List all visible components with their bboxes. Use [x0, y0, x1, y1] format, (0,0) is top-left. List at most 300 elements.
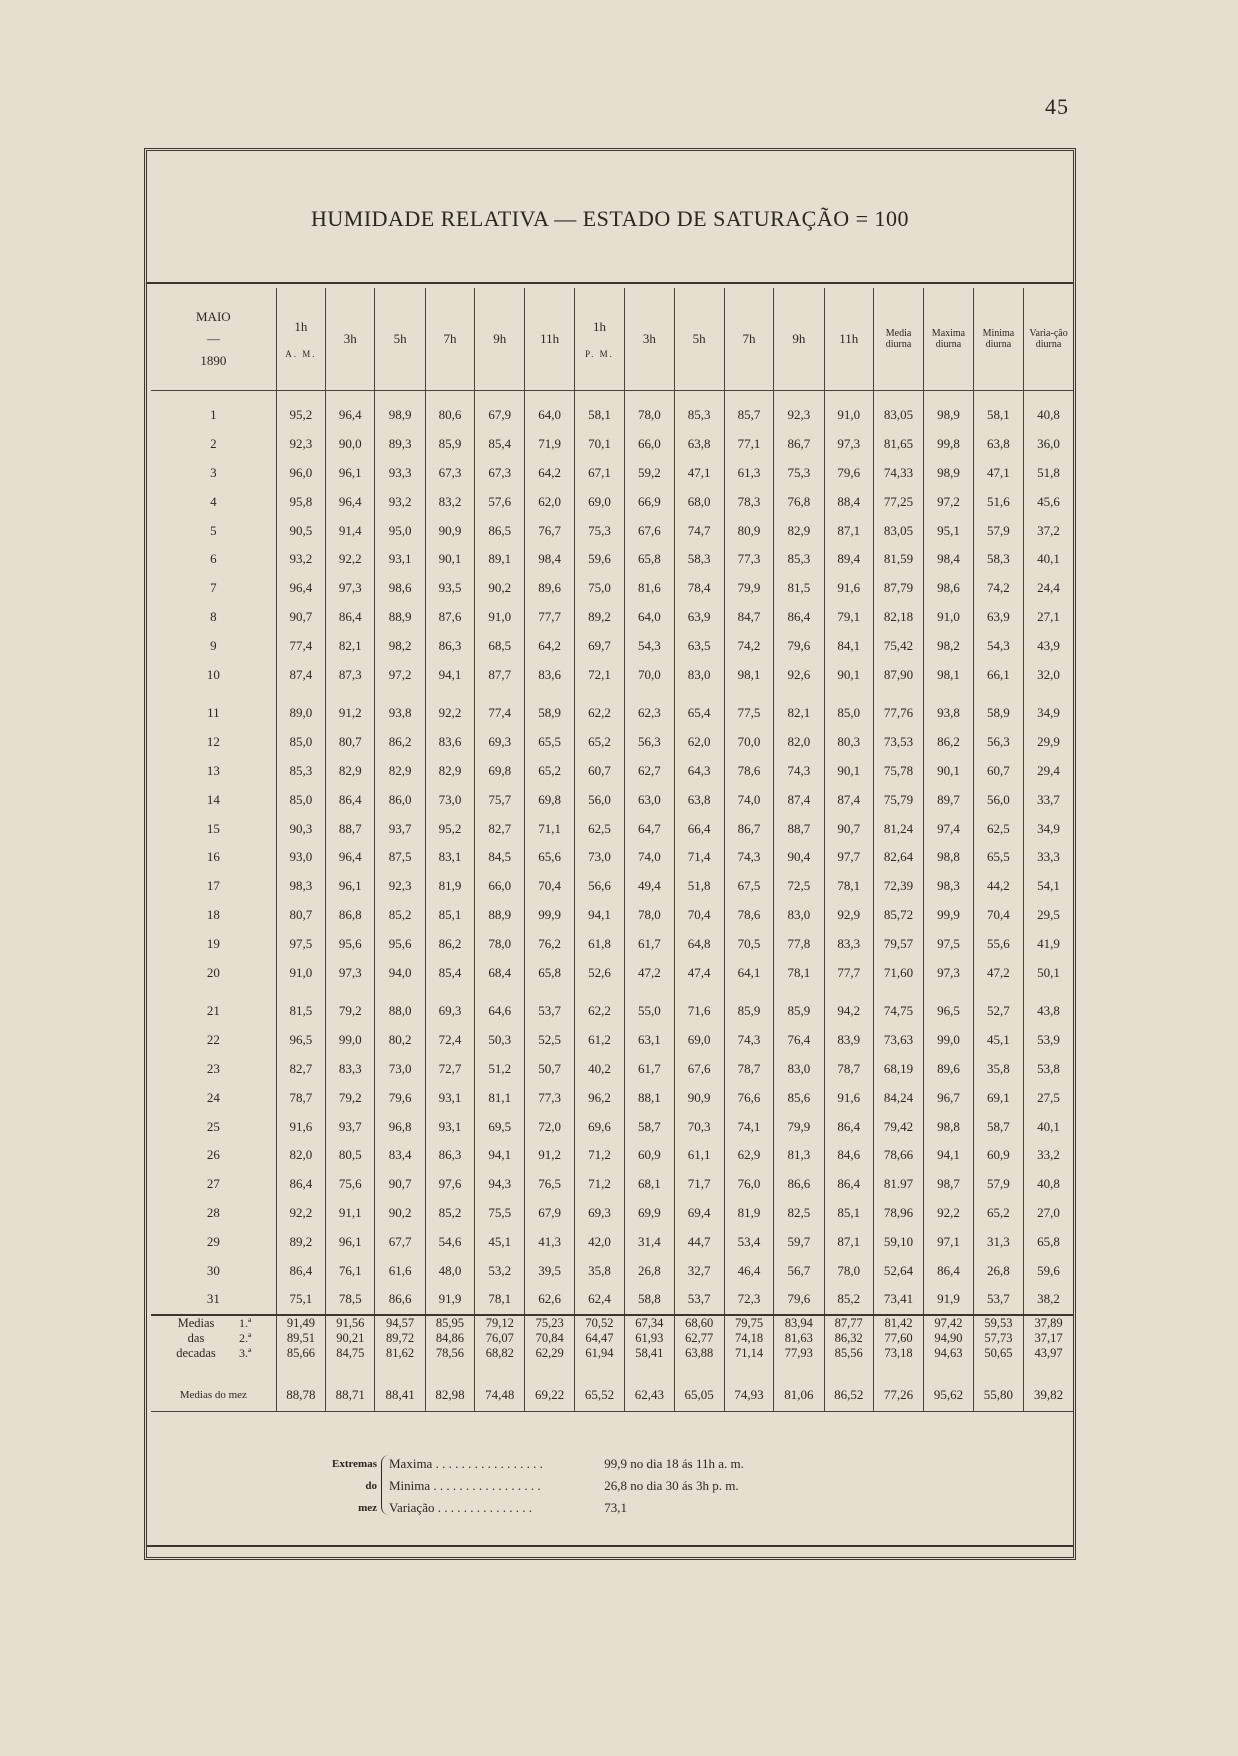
value-cell: 53,2: [475, 1256, 525, 1285]
value-cell: 68,60: [674, 1315, 724, 1331]
value-cell: 62,5: [973, 814, 1023, 843]
value-cell: 97,42: [924, 1315, 973, 1331]
value-cell: 47,1: [674, 459, 724, 488]
value-cell: 55,0: [625, 997, 674, 1026]
value-cell: 74,93: [724, 1379, 773, 1412]
value-cell: 69,0: [574, 487, 624, 516]
value-cell: 75,7: [475, 785, 525, 814]
value-cell: 70,4: [674, 901, 724, 930]
value-cell: 82,9: [326, 757, 375, 786]
value-cell: 88,9: [375, 603, 425, 632]
value-cell: 64,7: [625, 814, 674, 843]
spacer-cell: [674, 689, 724, 699]
table-row: [151, 487, 1073, 516]
spacer-row: [151, 391, 1073, 402]
value-cell: 99,0: [326, 1026, 375, 1055]
decade-words: Medias: [177, 1315, 215, 1330]
table-row: [151, 997, 1073, 1026]
value-cell: 80,2: [375, 1026, 425, 1055]
value-cell: 62,6: [525, 1285, 574, 1315]
value-cell: 69,1: [973, 1083, 1023, 1112]
value-cell: 77,3: [525, 1083, 574, 1112]
spacer-cell: [824, 987, 873, 997]
value-cell: 80,7: [276, 901, 325, 930]
day-number: 17: [206, 878, 220, 894]
spacer-cell: [774, 689, 824, 699]
hour-header: 5h: [674, 288, 724, 391]
value-cell: 97,5: [276, 929, 325, 958]
spacer-cell: [525, 1361, 574, 1379]
value-cell: 45,6: [1024, 487, 1073, 516]
spacer-cell: [574, 1361, 624, 1379]
value-cell: 62,3: [625, 699, 674, 728]
value-cell: 70,0: [724, 728, 773, 757]
table-row: [151, 929, 1073, 958]
value-cell: 78,7: [724, 1055, 773, 1084]
day-number: 1: [210, 407, 217, 423]
hour-header: 7h: [724, 288, 773, 391]
hour-header: 9h: [774, 288, 824, 391]
value-cell: 83,94: [774, 1315, 824, 1331]
value-cell: 52,7: [973, 997, 1023, 1026]
value-cell: 26,8: [625, 1256, 674, 1285]
day-number: 22: [206, 1032, 220, 1048]
value-cell: 79,2: [326, 997, 375, 1026]
value-cell: 81,63: [774, 1331, 824, 1346]
value-cell: 62,5: [574, 814, 624, 843]
value-cell: 71,7: [674, 1170, 724, 1199]
day-number: 3: [210, 464, 217, 480]
value-cell: 76,6: [724, 1083, 773, 1112]
table-row: [151, 872, 1073, 901]
value-cell: 78,1: [774, 958, 824, 987]
value-cell: 69,8: [525, 785, 574, 814]
value-cell: 88,71: [326, 1379, 375, 1412]
spacer-cell: [151, 391, 276, 402]
value-cell: 93,7: [375, 814, 425, 843]
table-row: [151, 574, 1073, 603]
value-cell: 56,0: [574, 785, 624, 814]
value-cell: 85,66: [276, 1346, 325, 1361]
spacer-cell: [973, 987, 1023, 997]
value-cell: 86,6: [375, 1285, 425, 1315]
value-cell: 82,7: [276, 1055, 325, 1084]
value-cell: 78,66: [873, 1141, 923, 1170]
value-cell: 92,2: [924, 1199, 973, 1228]
value-cell: 77,7: [525, 603, 574, 632]
value-cell: 66,9: [625, 487, 674, 516]
day-number: 23: [206, 1060, 220, 1076]
table-row: [151, 1170, 1073, 1199]
value-cell: 58,9: [525, 699, 574, 728]
value-cell: 62,29: [525, 1346, 574, 1361]
value-cell: 82,1: [774, 699, 824, 728]
value-cell: 98,9: [924, 459, 973, 488]
spacer-cell: [873, 1361, 923, 1379]
value-cell: 75,42: [873, 631, 923, 660]
value-cell: 55,80: [973, 1379, 1023, 1412]
value-cell: 89,2: [276, 1227, 325, 1256]
value-cell: 72,39: [873, 872, 923, 901]
value-cell: 70,0: [625, 660, 674, 689]
value-cell: 81,62: [375, 1346, 425, 1361]
value-cell: 65,6: [525, 843, 574, 872]
value-cell: 89,4: [824, 545, 873, 574]
value-cell: 57,73: [973, 1331, 1023, 1346]
value-cell: 77,25: [873, 487, 923, 516]
value-cell: 74,2: [973, 574, 1023, 603]
value-cell: 74,0: [625, 843, 674, 872]
value-cell: 75,23: [525, 1315, 574, 1331]
value-cell: 69,5: [475, 1112, 525, 1141]
spacer-cell: [873, 987, 923, 997]
value-cell: 77,7: [824, 958, 873, 987]
spacer-cell: [625, 391, 674, 402]
spacer-cell: [824, 689, 873, 699]
value-cell: 75,3: [574, 516, 624, 545]
spacer-cell: [375, 391, 425, 402]
value-cell: 41,3: [525, 1227, 574, 1256]
value-cell: 97,6: [425, 1170, 474, 1199]
value-cell: 90,2: [475, 574, 525, 603]
value-cell: 86,4: [276, 1170, 325, 1199]
value-cell: 58,7: [625, 1112, 674, 1141]
value-cell: 80,3: [824, 728, 873, 757]
spacer-cell: [674, 1361, 724, 1379]
value-cell: 86,4: [824, 1112, 873, 1141]
value-cell: 58,1: [973, 401, 1023, 430]
value-cell: 92,3: [276, 430, 325, 459]
value-cell: 90,1: [824, 660, 873, 689]
value-cell: 60,7: [574, 757, 624, 786]
value-cell: 82,7: [475, 814, 525, 843]
value-cell: 97,4: [924, 814, 973, 843]
value-cell: 85,9: [425, 430, 474, 459]
value-cell: 97,7: [824, 843, 873, 872]
value-cell: 69,8: [475, 757, 525, 786]
value-cell: 37,17: [1024, 1331, 1073, 1346]
value-cell: 95,1: [924, 516, 973, 545]
value-cell: 98,2: [924, 631, 973, 660]
value-cell: 91,9: [924, 1285, 973, 1315]
value-cell: 63,1: [625, 1026, 674, 1055]
value-cell: 72,4: [425, 1026, 474, 1055]
value-cell: 51,8: [674, 872, 724, 901]
value-cell: 78,56: [425, 1346, 474, 1361]
value-cell: 90,3: [276, 814, 325, 843]
value-cell: 63,88: [674, 1346, 724, 1361]
day-number: 30: [206, 1262, 220, 1278]
day-number: 10: [206, 666, 220, 682]
value-cell: 85,1: [824, 1199, 873, 1228]
spacer-cell: [1024, 1361, 1073, 1379]
value-cell: 85,3: [774, 545, 824, 574]
value-cell: 93,8: [375, 699, 425, 728]
value-cell: 89,1: [475, 545, 525, 574]
value-cell: 54,6: [425, 1227, 474, 1256]
value-cell: 98,3: [924, 872, 973, 901]
value-cell: 96,7: [924, 1083, 973, 1112]
value-cell: 90,21: [326, 1331, 375, 1346]
value-cell: 72,5: [774, 872, 824, 901]
value-cell: 85,56: [824, 1346, 873, 1361]
value-cell: 87,3: [326, 660, 375, 689]
value-cell: 95,0: [375, 516, 425, 545]
value-cell: 47,2: [973, 958, 1023, 987]
value-cell: 61,2: [574, 1026, 624, 1055]
value-cell: 78,1: [824, 872, 873, 901]
value-cell: 78,96: [873, 1199, 923, 1228]
value-cell: 62,0: [674, 728, 724, 757]
value-cell: 91,0: [924, 603, 973, 632]
value-cell: 32,0: [1024, 660, 1073, 689]
value-cell: 57,9: [973, 1170, 1023, 1199]
value-cell: 53,7: [973, 1285, 1023, 1315]
value-cell: 45,1: [973, 1026, 1023, 1055]
table-row: [151, 1026, 1073, 1055]
value-cell: 65,52: [574, 1379, 624, 1412]
spacer-cell: [276, 391, 325, 402]
value-cell: 56,3: [625, 728, 674, 757]
value-cell: 26,8: [973, 1256, 1023, 1285]
spacer-cell: [326, 391, 375, 402]
value-cell: 76,5: [525, 1170, 574, 1199]
value-cell: 98,1: [724, 660, 773, 689]
value-cell: 65,5: [973, 843, 1023, 872]
table-row: [151, 1083, 1073, 1112]
value-cell: 90,1: [924, 757, 973, 786]
value-cell: 74,1: [724, 1112, 773, 1141]
value-cell: 90,7: [824, 814, 873, 843]
value-cell: 65,5: [525, 728, 574, 757]
value-cell: 36,0: [1024, 430, 1073, 459]
value-cell: 91,0: [276, 958, 325, 987]
value-cell: 63,0: [625, 785, 674, 814]
value-cell: 73,41: [873, 1285, 923, 1315]
value-cell: 56,7: [774, 1256, 824, 1285]
value-cell: 48,0: [425, 1256, 474, 1285]
maxima-diurna-header: Maxima diurna: [924, 288, 973, 391]
spacer-cell: [475, 1361, 525, 1379]
value-cell: 56,3: [973, 728, 1023, 757]
table-frame: [144, 148, 1076, 1560]
value-cell: 79,6: [375, 1083, 425, 1112]
value-cell: 61,7: [625, 929, 674, 958]
value-cell: 88,1: [625, 1083, 674, 1112]
value-cell: 76,4: [774, 1026, 824, 1055]
value-cell: 78,3: [724, 487, 773, 516]
value-cell: 84,86: [425, 1331, 474, 1346]
value-cell: 98,8: [924, 843, 973, 872]
value-cell: 82,1: [326, 631, 375, 660]
value-cell: 96,5: [276, 1026, 325, 1055]
value-cell: 93,5: [425, 574, 474, 603]
spacer-cell: [425, 987, 474, 997]
table-row: [151, 1199, 1073, 1228]
value-cell: 90,9: [425, 516, 474, 545]
spacer-cell: [425, 391, 474, 402]
value-cell: 69,22: [525, 1379, 574, 1412]
spacer-cell: [1024, 987, 1073, 997]
value-cell: 77,4: [475, 699, 525, 728]
value-cell: 81,65: [873, 430, 923, 459]
value-cell: 81,5: [774, 574, 824, 603]
value-cell: 84,24: [873, 1083, 923, 1112]
value-cell: 70,3: [674, 1112, 724, 1141]
spacer-cell: [625, 689, 674, 699]
value-cell: 71,4: [674, 843, 724, 872]
value-cell: 69,3: [425, 997, 474, 1026]
value-cell: 71,1: [525, 814, 574, 843]
minima-value: 26,8 no dia 30 ás 3h p. m.: [604, 1478, 739, 1493]
value-cell: 93,2: [276, 545, 325, 574]
day-number: 12: [206, 734, 220, 750]
value-cell: 34,9: [1024, 699, 1073, 728]
value-cell: 92,3: [774, 401, 824, 430]
value-cell: 51,6: [973, 487, 1023, 516]
value-cell: 92,2: [425, 699, 474, 728]
am-label: A. M.: [285, 349, 317, 359]
value-cell: 94,1: [475, 1141, 525, 1170]
value-cell: 77,4: [276, 631, 325, 660]
value-cell: 33,2: [1024, 1141, 1073, 1170]
value-cell: 49,4: [625, 872, 674, 901]
value-cell: 70,84: [525, 1331, 574, 1346]
value-cell: 79,2: [326, 1083, 375, 1112]
value-cell: 95,8: [276, 487, 325, 516]
month-mean-row: [151, 1379, 1073, 1412]
value-cell: 80,6: [425, 401, 474, 430]
spacer-cell: [924, 1361, 973, 1379]
spacer-cell: [625, 1361, 674, 1379]
value-cell: 61,8: [574, 929, 624, 958]
day-number: 27: [206, 1176, 220, 1192]
spacer-cell: [724, 689, 773, 699]
value-cell: 82,9: [425, 757, 474, 786]
value-cell: 76,7: [525, 516, 574, 545]
value-cell: 40,2: [574, 1055, 624, 1084]
value-cell: 83,9: [824, 1026, 873, 1055]
value-cell: 83,2: [425, 487, 474, 516]
decade-index: 1.ª: [239, 1315, 252, 1330]
value-cell: 74,3: [724, 843, 773, 872]
spacer-cell: [475, 391, 525, 402]
value-cell: 98,3: [276, 872, 325, 901]
value-cell: 95,6: [375, 929, 425, 958]
value-cell: 65,8: [1024, 1227, 1073, 1256]
value-cell: 86,4: [824, 1170, 873, 1199]
value-cell: 94,1: [425, 660, 474, 689]
value-cell: 60,9: [973, 1141, 1023, 1170]
value-cell: 50,65: [973, 1346, 1023, 1361]
value-cell: 86,32: [824, 1331, 873, 1346]
spacer-cell: [574, 689, 624, 699]
value-cell: 67,7: [375, 1227, 425, 1256]
table-row: [151, 1227, 1073, 1256]
value-cell: 86,6: [774, 1170, 824, 1199]
value-cell: 93,1: [425, 1083, 474, 1112]
value-cell: 96,4: [326, 487, 375, 516]
spacer-cell: [873, 689, 923, 699]
value-cell: 39,5: [525, 1256, 574, 1285]
value-cell: 70,1: [574, 430, 624, 459]
value-cell: 83,4: [375, 1141, 425, 1170]
day-number: 7: [210, 580, 217, 596]
value-cell: 68,5: [475, 631, 525, 660]
value-cell: 83,3: [326, 1055, 375, 1084]
spacer-cell: [674, 987, 724, 997]
value-cell: 74,33: [873, 459, 923, 488]
variacao-diurna-header: Varia-ção diurna: [1024, 288, 1073, 391]
value-cell: 79,6: [774, 631, 824, 660]
hour-header: 5h: [375, 288, 425, 391]
value-cell: 74,7: [674, 516, 724, 545]
spacer-cell: [425, 689, 474, 699]
value-cell: 79,6: [824, 459, 873, 488]
value-cell: 78,7: [276, 1083, 325, 1112]
value-cell: 92,3: [375, 872, 425, 901]
value-cell: 64,8: [674, 929, 724, 958]
value-cell: 47,4: [674, 958, 724, 987]
value-cell: 73,0: [425, 785, 474, 814]
value-cell: 67,9: [475, 401, 525, 430]
value-cell: 29,9: [1024, 728, 1073, 757]
value-cell: 43,9: [1024, 631, 1073, 660]
maxima-value: 99,9 no dia 18 ás 11h a. m.: [604, 1456, 744, 1471]
value-cell: 90,5: [276, 516, 325, 545]
value-cell: 77,8: [774, 929, 824, 958]
value-cell: 98,4: [525, 545, 574, 574]
value-cell: 76,8: [774, 487, 824, 516]
value-cell: 37,2: [1024, 516, 1073, 545]
value-cell: 50,3: [475, 1026, 525, 1055]
value-cell: 81,3: [774, 1141, 824, 1170]
value-cell: 97,3: [326, 574, 375, 603]
value-cell: 33,7: [1024, 785, 1073, 814]
value-cell: 71,2: [574, 1170, 624, 1199]
value-cell: 98,7: [924, 1170, 973, 1199]
value-cell: 94,63: [924, 1346, 973, 1361]
value-cell: 54,1: [1024, 872, 1073, 901]
value-cell: 79,9: [724, 574, 773, 603]
value-cell: 52,5: [525, 1026, 574, 1055]
value-cell: 43,97: [1024, 1346, 1073, 1361]
value-cell: 59,7: [774, 1227, 824, 1256]
value-cell: 31,3: [973, 1227, 1023, 1256]
value-cell: 88,7: [774, 814, 824, 843]
value-cell: 67,1: [574, 459, 624, 488]
value-cell: 85,3: [276, 757, 325, 786]
value-cell: 72,7: [425, 1055, 474, 1084]
value-cell: 97,2: [924, 487, 973, 516]
value-cell: 96,4: [326, 843, 375, 872]
value-cell: 88,41: [375, 1379, 425, 1412]
table-row: [151, 958, 1073, 987]
value-cell: 87,7: [475, 660, 525, 689]
value-cell: 53,4: [724, 1227, 773, 1256]
hour-header: 9h: [475, 288, 525, 391]
value-cell: 65,05: [674, 1379, 724, 1412]
value-cell: 93,3: [375, 459, 425, 488]
value-cell: 68,82: [475, 1346, 525, 1361]
value-cell: 86,3: [425, 631, 474, 660]
value-cell: 96,1: [326, 459, 375, 488]
spacer-cell: [326, 689, 375, 699]
decade-label: [151, 1331, 276, 1346]
value-cell: 82,98: [425, 1379, 474, 1412]
value-cell: 78,6: [724, 757, 773, 786]
value-cell: 73,0: [574, 843, 624, 872]
